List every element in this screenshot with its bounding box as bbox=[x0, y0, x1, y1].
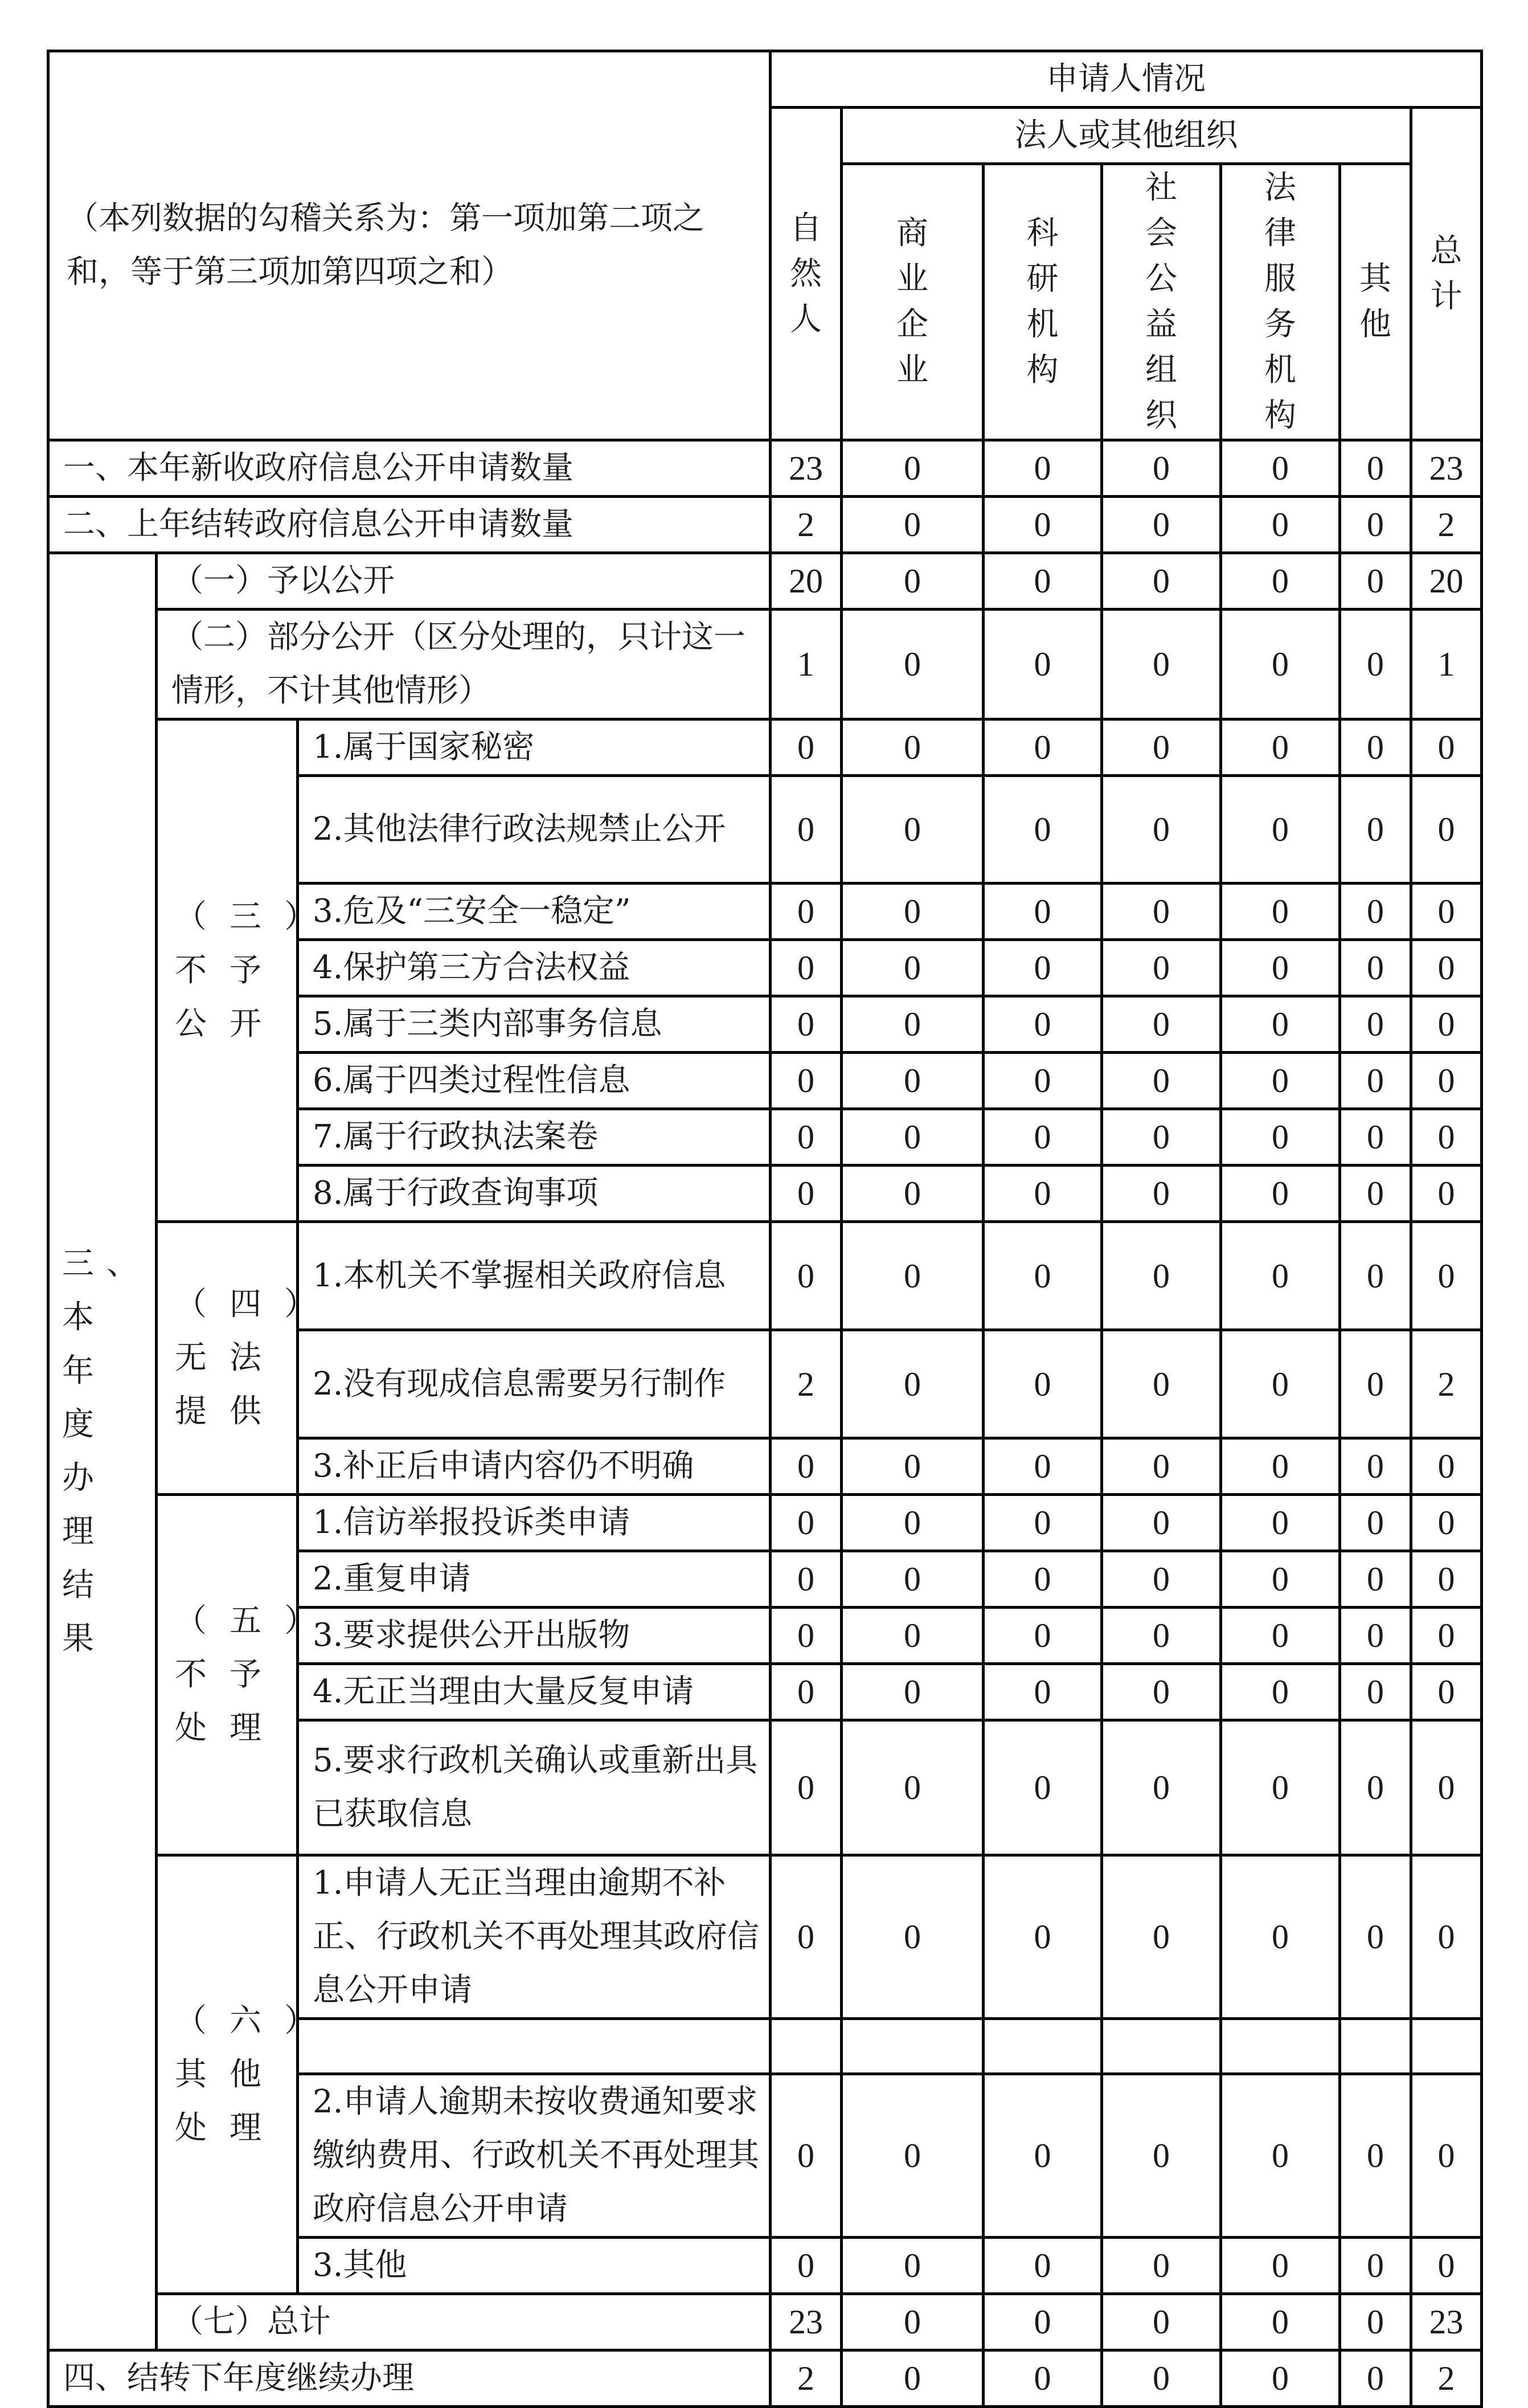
value-cell: 20 bbox=[1411, 553, 1482, 610]
value-cell: 0 bbox=[1340, 1109, 1411, 1166]
value-cell: 0 bbox=[1221, 497, 1340, 553]
item-label: 5.要求行政机关确认或重新出具已获取信息 bbox=[298, 1720, 771, 1855]
value-cell: 0 bbox=[1102, 1720, 1221, 1855]
value-cell: 0 bbox=[984, 1053, 1102, 1109]
table-row bbox=[48, 610, 1482, 719]
table-row bbox=[48, 719, 1482, 776]
value-cell: 0 bbox=[842, 610, 984, 719]
value-cell: 0 bbox=[1340, 1438, 1411, 1495]
value-cell: 0 bbox=[1221, 884, 1340, 940]
value-cell: 2 bbox=[771, 2350, 842, 2407]
value-cell: 0 bbox=[1221, 1109, 1340, 1166]
value-cell: 0 bbox=[1340, 776, 1411, 884]
group-label-other-processing: （六）其他处理 bbox=[157, 1855, 298, 2294]
value-cell: 0 bbox=[984, 940, 1102, 996]
value-cell: 0 bbox=[842, 1330, 984, 1438]
value-cell: 0 bbox=[984, 1608, 1102, 1664]
value-cell: 0 bbox=[1221, 2238, 1340, 2294]
header-natural-person bbox=[771, 108, 842, 440]
value-cell: 0 bbox=[1221, 1495, 1340, 1551]
value-cell: 0 bbox=[1340, 553, 1411, 610]
item-label: 2.没有现成信息需要另行制作 bbox=[298, 1330, 771, 1438]
value-cell: 0 bbox=[1340, 440, 1411, 497]
value-cell: 0 bbox=[771, 1053, 842, 1109]
value-cell: 0 bbox=[842, 1664, 984, 1720]
value-cell: 0 bbox=[1102, 553, 1221, 610]
header-research-institution bbox=[984, 164, 1102, 440]
value-cell: 0 bbox=[771, 1551, 842, 1608]
value-cell: 0 bbox=[1102, 1608, 1221, 1664]
group-label-cannot-provide: （四）无法提供 bbox=[157, 1222, 298, 1495]
value-cell: 0 bbox=[842, 1551, 984, 1608]
value-cell: 0 bbox=[984, 1438, 1102, 1495]
value-cell: 0 bbox=[1411, 776, 1482, 884]
item-label: 8.属于行政查询事项 bbox=[298, 1166, 771, 1222]
value-cell: 0 bbox=[1340, 884, 1411, 940]
value-cell: 0 bbox=[1411, 2238, 1482, 2294]
item-label: 3.要求提供公开出版物 bbox=[298, 1608, 771, 1664]
value-cell: 0 bbox=[1102, 1495, 1221, 1551]
value-cell: 2 bbox=[1411, 2350, 1482, 2407]
value-cell: 0 bbox=[1221, 1720, 1340, 1855]
value-cell: 0 bbox=[1102, 440, 1221, 497]
value-cell: 0 bbox=[1340, 1720, 1411, 1855]
header-commercial-enterprise bbox=[842, 164, 984, 440]
value-cell: 0 bbox=[771, 2074, 842, 2238]
value-cell: 0 bbox=[842, 440, 984, 497]
value-cell: 0 bbox=[1411, 1720, 1482, 1855]
value-cell: 0 bbox=[1221, 776, 1340, 884]
item-label: 2.其他法律行政法规禁止公开 bbox=[298, 776, 771, 884]
value-cell: 0 bbox=[1221, 1438, 1340, 1495]
value-cell: 0 bbox=[1221, 2350, 1340, 2407]
gov-info-disclosure-table bbox=[47, 50, 1483, 2408]
value-cell: 0 bbox=[984, 884, 1102, 940]
value-cell: 2 bbox=[771, 497, 842, 553]
table-row bbox=[48, 1855, 1482, 2019]
value-cell: 0 bbox=[1411, 940, 1482, 996]
value-cell: 0 bbox=[1102, 776, 1221, 884]
value-cell: 0 bbox=[984, 1720, 1102, 1855]
value-cell: 0 bbox=[1102, 2074, 1221, 2238]
header-social-welfare-org bbox=[1102, 164, 1221, 440]
value-cell: 0 bbox=[1411, 1166, 1482, 1222]
value-cell: 0 bbox=[1411, 2074, 1482, 2238]
value-cell: 0 bbox=[1221, 2074, 1340, 2238]
value-cell: 0 bbox=[842, 2350, 984, 2407]
value-cell: 0 bbox=[1221, 996, 1340, 1053]
value-cell: 0 bbox=[842, 2294, 984, 2350]
value-cell: 0 bbox=[1340, 1053, 1411, 1109]
value-cell: 0 bbox=[842, 996, 984, 1053]
row-label: 二、上年结转政府信息公开申请数量 bbox=[48, 497, 771, 553]
value-cell: 0 bbox=[1221, 719, 1340, 776]
value-cell: 0 bbox=[1102, 1166, 1221, 1222]
value-cell: 0 bbox=[1221, 1053, 1340, 1109]
value-cell: 0 bbox=[771, 940, 842, 996]
value-cell: 0 bbox=[1411, 1495, 1482, 1551]
value-cell: 0 bbox=[1221, 1855, 1340, 2019]
value-cell: 0 bbox=[1411, 1222, 1482, 1330]
value-cell: 0 bbox=[984, 1222, 1102, 1330]
value-cell: 0 bbox=[842, 940, 984, 996]
item-label: 4.无正当理由大量反复申请 bbox=[298, 1664, 771, 1720]
value-cell: 0 bbox=[842, 1166, 984, 1222]
value-cell: 0 bbox=[984, 1551, 1102, 1608]
value-cell bbox=[842, 2019, 984, 2074]
value-cell: 0 bbox=[1102, 1053, 1221, 1109]
value-cell: 0 bbox=[1411, 996, 1482, 1053]
value-cell: 0 bbox=[984, 440, 1102, 497]
value-cell: 0 bbox=[1221, 1330, 1340, 1438]
item-label: 3.危及“三安全一稳定” bbox=[298, 884, 771, 940]
value-cell: 0 bbox=[1102, 940, 1221, 996]
header-other-text: 其他 bbox=[1359, 260, 1392, 343]
value-cell: 0 bbox=[771, 1664, 842, 1720]
value-cell: 0 bbox=[1340, 1608, 1411, 1664]
item-label: 4.保护第三方合法权益 bbox=[298, 940, 771, 996]
value-cell: 0 bbox=[1340, 1166, 1411, 1222]
table-row bbox=[48, 2350, 1482, 2407]
row-label: （七）总计 bbox=[157, 2294, 771, 2350]
value-cell: 0 bbox=[1411, 719, 1482, 776]
value-cell bbox=[1221, 2019, 1340, 2074]
value-cell: 0 bbox=[1221, 1222, 1340, 1330]
value-cell: 0 bbox=[984, 2294, 1102, 2350]
value-cell: 23 bbox=[771, 2294, 842, 2350]
value-cell: 0 bbox=[771, 1166, 842, 1222]
value-cell: 0 bbox=[842, 1438, 984, 1495]
value-cell: 2 bbox=[771, 1330, 842, 1438]
value-cell: 0 bbox=[1340, 2294, 1411, 2350]
item-label: 3.补正后申请内容仍不明确 bbox=[298, 1438, 771, 1495]
value-cell: 0 bbox=[1411, 1855, 1482, 2019]
item-label: 1.申请人无正当理由逾期不补正、行政机关不再处理其政府信息公开申请 bbox=[298, 1855, 771, 2019]
value-cell: 0 bbox=[842, 884, 984, 940]
value-cell: 0 bbox=[1340, 2350, 1411, 2407]
value-cell: 0 bbox=[1340, 2074, 1411, 2238]
value-cell: 0 bbox=[984, 1109, 1102, 1166]
value-cell: 0 bbox=[1102, 1551, 1221, 1608]
value-cell: 0 bbox=[1102, 2238, 1221, 2294]
header-note: （本列数据的勾稽关系为：第一项加第二项之和，等于第三项加第四项之和） bbox=[48, 51, 771, 440]
value-cell: 0 bbox=[1102, 2350, 1221, 2407]
value-cell: 0 bbox=[1221, 1166, 1340, 1222]
value-cell: 0 bbox=[1221, 1608, 1340, 1664]
header-social-welfare-org-text: 社会公益组织 bbox=[1145, 169, 1178, 434]
value-cell: 0 bbox=[1221, 2294, 1340, 2350]
value-cell: 1 bbox=[1411, 610, 1482, 719]
value-cell bbox=[771, 2019, 842, 2074]
item-label: 3.其他 bbox=[298, 2238, 771, 2294]
value-cell: 0 bbox=[1340, 1495, 1411, 1551]
value-cell: 0 bbox=[1102, 497, 1221, 553]
value-cell: 0 bbox=[842, 776, 984, 884]
value-cell: 0 bbox=[1102, 996, 1221, 1053]
value-cell: 0 bbox=[1411, 1109, 1482, 1166]
value-cell: 0 bbox=[771, 1222, 842, 1330]
value-cell: 0 bbox=[771, 2238, 842, 2294]
value-cell: 0 bbox=[1221, 553, 1340, 610]
value-cell: 2 bbox=[1411, 497, 1482, 553]
value-cell: 0 bbox=[984, 719, 1102, 776]
value-cell: 0 bbox=[1340, 1551, 1411, 1608]
table-row bbox=[48, 51, 1482, 108]
value-cell: 0 bbox=[1340, 1222, 1411, 1330]
value-cell: 0 bbox=[1411, 1664, 1482, 1720]
value-cell: 0 bbox=[1102, 884, 1221, 940]
value-cell: 0 bbox=[1340, 1330, 1411, 1438]
value-cell: 0 bbox=[1102, 610, 1221, 719]
item-label: 2.申请人逾期未按收费通知要求缴纳费用、行政机关不再处理其政府信息公开申请 bbox=[298, 2074, 771, 2238]
value-cell: 0 bbox=[771, 884, 842, 940]
value-cell: 23 bbox=[1411, 2294, 1482, 2350]
value-cell: 0 bbox=[984, 2074, 1102, 2238]
header-total-text: 总计 bbox=[1430, 232, 1463, 315]
item-label: 7.属于行政执法案卷 bbox=[298, 1109, 771, 1166]
header-total bbox=[1411, 108, 1482, 440]
value-cell: 0 bbox=[842, 1222, 984, 1330]
value-cell: 0 bbox=[842, 1720, 984, 1855]
value-cell: 0 bbox=[984, 1330, 1102, 1438]
table-row bbox=[48, 440, 1482, 497]
value-cell bbox=[1411, 2019, 1482, 2074]
value-cell: 0 bbox=[1221, 1551, 1340, 1608]
value-cell: 0 bbox=[771, 1720, 842, 1855]
item-label: 6.属于四类过程性信息 bbox=[298, 1053, 771, 1109]
table-row bbox=[48, 553, 1482, 610]
value-cell: 0 bbox=[984, 2350, 1102, 2407]
header-natural-person-text: 自然人 bbox=[790, 209, 822, 338]
table-row bbox=[48, 497, 1482, 553]
value-cell: 0 bbox=[842, 719, 984, 776]
value-cell: 0 bbox=[1340, 719, 1411, 776]
table-row bbox=[48, 1222, 1482, 1330]
value-cell: 0 bbox=[984, 996, 1102, 1053]
item-label: 2.重复申请 bbox=[298, 1551, 771, 1608]
value-cell: 0 bbox=[1102, 1109, 1221, 1166]
value-cell: 0 bbox=[842, 1855, 984, 2019]
value-cell: 0 bbox=[984, 1495, 1102, 1551]
value-cell: 23 bbox=[1411, 440, 1482, 497]
value-cell: 0 bbox=[1411, 1608, 1482, 1664]
value-cell: 0 bbox=[1102, 1664, 1221, 1720]
value-cell: 20 bbox=[771, 553, 842, 610]
value-cell: 0 bbox=[1102, 1222, 1221, 1330]
header-commercial-enterprise-text: 商业企业 bbox=[896, 215, 929, 389]
value-cell: 0 bbox=[1411, 1438, 1482, 1495]
value-cell: 0 bbox=[1340, 940, 1411, 996]
value-cell bbox=[984, 2019, 1102, 2074]
value-cell: 0 bbox=[771, 996, 842, 1053]
value-cell: 0 bbox=[1221, 940, 1340, 996]
row-label: （二）部分公开（区分处理的，只计这一情形，不计其他情形） bbox=[157, 610, 771, 719]
value-cell: 0 bbox=[984, 1664, 1102, 1720]
value-cell: 0 bbox=[984, 776, 1102, 884]
value-cell: 0 bbox=[842, 1495, 984, 1551]
value-cell: 0 bbox=[842, 1109, 984, 1166]
value-cell: 0 bbox=[1411, 884, 1482, 940]
value-cell: 0 bbox=[771, 1438, 842, 1495]
value-cell: 0 bbox=[1221, 1664, 1340, 1720]
group-label-not-processed: （五）不予处理 bbox=[157, 1495, 298, 1855]
value-cell: 0 bbox=[771, 719, 842, 776]
value-cell bbox=[1340, 2019, 1411, 2074]
value-cell: 0 bbox=[842, 2238, 984, 2294]
value-cell: 0 bbox=[1411, 1053, 1482, 1109]
value-cell: 0 bbox=[1340, 610, 1411, 719]
value-cell: 0 bbox=[771, 776, 842, 884]
value-cell: 0 bbox=[1340, 1855, 1411, 2019]
table-row bbox=[48, 2294, 1482, 2350]
item-label: 5.属于三类内部事务信息 bbox=[298, 996, 771, 1053]
row-label: 一、本年新收政府信息公开申请数量 bbox=[48, 440, 771, 497]
value-cell: 0 bbox=[984, 497, 1102, 553]
value-cell: 0 bbox=[842, 553, 984, 610]
header-legal-or-other-org: 法人或其他组织 bbox=[842, 108, 1411, 164]
value-cell: 0 bbox=[984, 553, 1102, 610]
value-cell: 23 bbox=[771, 440, 842, 497]
group-label-withheld: （三）不予公开 bbox=[157, 719, 298, 1222]
item-label: 1.信访举报投诉类申请 bbox=[298, 1495, 771, 1551]
value-cell: 1 bbox=[771, 610, 842, 719]
header-legal-service-org-text: 法律服务机构 bbox=[1264, 169, 1297, 434]
value-cell: 0 bbox=[1102, 1855, 1221, 2019]
value-cell: 0 bbox=[771, 1608, 842, 1664]
value-cell: 0 bbox=[984, 2238, 1102, 2294]
header-other bbox=[1340, 164, 1411, 440]
header-legal-service-org bbox=[1221, 164, 1340, 440]
value-cell: 0 bbox=[771, 1109, 842, 1166]
value-cell: 0 bbox=[1411, 1551, 1482, 1608]
header-applicant-situation: 申请人情况 bbox=[771, 51, 1482, 108]
value-cell: 0 bbox=[1102, 719, 1221, 776]
value-cell: 0 bbox=[842, 2074, 984, 2238]
value-cell: 0 bbox=[1102, 2294, 1221, 2350]
value-cell: 0 bbox=[1221, 610, 1340, 719]
value-cell: 0 bbox=[842, 1608, 984, 1664]
value-cell: 0 bbox=[1340, 1664, 1411, 1720]
value-cell: 2 bbox=[1411, 1330, 1482, 1438]
row-label: 四、结转下年度继续办理 bbox=[48, 2350, 771, 2407]
value-cell: 0 bbox=[771, 1495, 842, 1551]
value-cell: 0 bbox=[1340, 996, 1411, 1053]
value-cell: 0 bbox=[984, 1855, 1102, 2019]
value-cell: 0 bbox=[984, 1166, 1102, 1222]
item-label: 1.本机关不掌握相关政府信息 bbox=[298, 1222, 771, 1330]
value-cell: 0 bbox=[771, 1855, 842, 2019]
value-cell: 0 bbox=[1102, 1330, 1221, 1438]
header-research-institution-text: 科研机构 bbox=[1026, 215, 1059, 389]
value-cell: 0 bbox=[1340, 2238, 1411, 2294]
value-cell: 0 bbox=[842, 497, 984, 553]
row-label: （一）予以公开 bbox=[157, 553, 771, 610]
value-cell: 0 bbox=[1102, 1438, 1221, 1495]
table-row bbox=[48, 1495, 1482, 1551]
value-cell: 0 bbox=[984, 610, 1102, 719]
value-cell: 0 bbox=[1340, 497, 1411, 553]
value-cell bbox=[1102, 2019, 1221, 2074]
section-3-label: 三、本年度办理结果 bbox=[48, 553, 157, 2350]
item-label: 1.属于国家秘密 bbox=[298, 719, 771, 776]
value-cell: 0 bbox=[842, 1053, 984, 1109]
item-label bbox=[298, 2019, 771, 2074]
value-cell: 0 bbox=[1221, 440, 1340, 497]
